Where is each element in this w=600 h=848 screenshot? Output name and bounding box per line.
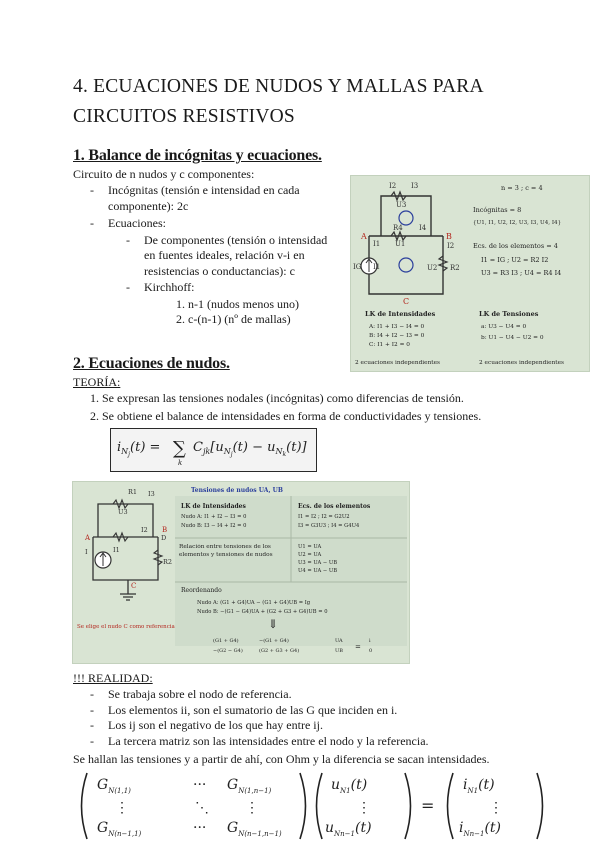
fig1-lk-title: LK de Tensiones: [479, 310, 539, 318]
teoria-label: TEORÍA:: [73, 375, 121, 389]
gnn: $G_{N(n-1,n-1)}$: [227, 820, 282, 838]
fig2-text: U1 = UA: [298, 544, 322, 550]
label-u3: U3: [396, 201, 407, 209]
label-r2: R2: [163, 558, 173, 566]
fig1-text: C: I1 + I2 = 0: [369, 342, 410, 348]
circuit-diagram: [351, 176, 589, 371]
dots-h: ···: [193, 777, 207, 793]
formula-sum-index: k: [178, 459, 183, 467]
label-i: I: [85, 548, 88, 556]
dots-d: ⋱: [195, 800, 209, 816]
fig1-text: {U1, I1, U2, I2, U3, I3, U4, I4}: [473, 220, 562, 226]
label-r1: R1: [128, 488, 138, 496]
fig2-matrix-cell: UA: [335, 638, 343, 644]
label-i2: I2: [389, 182, 397, 190]
section1-intro: Circuito de n nudos y c componentes:: [73, 167, 255, 181]
list-item: [90, 216, 340, 328]
dots-v: ⋮: [245, 800, 259, 816]
paren-right: [300, 773, 306, 839]
node-label-a: A: [361, 232, 367, 241]
label-d: D: [161, 534, 167, 542]
fig1-text: a: U3 − U4 = 0: [481, 324, 527, 330]
list-item: 1. Se expresan las tensiones nodales (incógnitas) como diferencias de tensión.: [90, 391, 464, 405]
fig2-relation: Relación entre tensiones de los elementos y tensiones de nudos: [179, 544, 273, 558]
fig1-text: Ecs. de los elementos = 4: [473, 242, 558, 250]
label-i1: I1: [373, 240, 381, 248]
figure-circuit-balance: [350, 175, 590, 372]
gn1: $G_{N(n-1,1)}$: [97, 820, 142, 838]
label-i2b: I2: [447, 242, 455, 250]
paren-left: [82, 773, 88, 839]
node-label-a: A: [85, 534, 91, 542]
fig1-footer: 2 ecuaciones independientes: [355, 360, 441, 366]
fig2-lk-title: LK de Intensidades: [181, 503, 246, 510]
label-i3: I3: [148, 490, 155, 498]
page-title: 4. ECUACIONES DE NUDOS Y MALLAS PARA CIRCUITOS RESISTIVOS: [73, 76, 483, 127]
fig1-text: b: U1 − U4 − U2 = 0: [481, 335, 544, 341]
fig1-footer: 2 ecuaciones independientes: [479, 360, 565, 366]
nodal-example-diagram: [73, 482, 409, 663]
label-u2: U2: [427, 264, 438, 272]
g11: $G_{N(1,1)}$: [97, 777, 131, 795]
section2-heading: 2. Ecuaciones de nudos.: [73, 355, 230, 372]
fig1-text: A: I1 + I3 − I4 = 0: [369, 324, 425, 330]
list-item-text: 1. n-1 (nudos menos uno): [176, 296, 299, 311]
fig2-matrix-cell: (G1 + G4): [213, 638, 239, 644]
label-u3: U3: [118, 508, 128, 516]
label-i1: I1: [113, 546, 120, 554]
label-i1b: I1: [373, 263, 381, 271]
fig2-reord-title: Reordenando: [181, 587, 222, 594]
fig2-matrix-cell: −(G2 − G4): [213, 648, 243, 654]
svg-text:=: =: [355, 643, 361, 651]
fig2-text: I3 = G3U3 ; I4 = G4U4: [298, 523, 360, 529]
list-item-text: Los elementos ii, son el sumatorio de las G que inciden en i.: [108, 702, 398, 717]
formula-lhs: $i_Nj(t)$ =: [117, 440, 161, 458]
node-label-b: B: [446, 232, 452, 241]
node-label-b: B: [162, 526, 168, 534]
in: $i_{Nn-1}(t)$: [459, 820, 501, 838]
label-u1: U1: [395, 240, 406, 248]
list-item: [156, 312, 340, 328]
fig2-ecs-title: Ecs. de los elementos: [298, 503, 371, 510]
node-label-c: C: [403, 297, 410, 306]
fig2-header: Tensiones de nudos UA, UB: [191, 487, 283, 494]
label-i4: I4: [419, 224, 427, 232]
list-item: [90, 183, 340, 214]
fig2-text: U4 = UA − UB: [298, 568, 338, 574]
fig1-text: Incógnitas = 8: [473, 206, 522, 214]
matrix-equation-svg: [75, 770, 550, 842]
label-r4: R4: [393, 224, 403, 232]
fig2-text: Nudo B: I3 − I4 + I2 = 0: [181, 523, 247, 529]
dots-v: ⋮: [489, 800, 503, 816]
formula-rhs: $C_{jk}[u_Nj(t) - u_Nk(t)]$: [193, 440, 307, 458]
fig1-text: I1 = IG ; U2 = R2 I2: [481, 256, 549, 264]
fig2-text: Nudo B: −(G1 − G4)UA + (G2 + G3 + G4)UB = 0: [197, 609, 328, 615]
fig2-text: U3 = UA − UB: [298, 560, 338, 566]
list-item-text: Se trabaja sobre el nodo de referencia.: [108, 687, 292, 701]
fig2-text: Nudo A: (G1 + G4)UA − (G1 + G4)UB = Ig: [197, 600, 311, 606]
down-arrow-icon: ⇓: [268, 617, 279, 631]
matrix-equation: [75, 770, 550, 842]
fig2-matrix-cell: i: [369, 638, 371, 644]
fig1-text: U3 = R3 I3 ; U4 = R4 I4: [481, 269, 562, 277]
fig2-text: Nudo A: I1 + I2 − I3 = 0: [181, 514, 247, 520]
loop-a-icon: [399, 211, 413, 225]
list-item: [156, 297, 340, 313]
list-item-text: De componentes (tensión o intensidad en fuentes ideales, relación v-i en resistencias o conductancias): c: [144, 232, 328, 278]
list-item-text: Los ij son el negativo de los que hay entre ij.: [108, 718, 323, 732]
fig1-text: B: I4 + I2 − I3 = 0: [369, 333, 425, 339]
fig2-matrix-cell: UB: [335, 648, 343, 654]
section1-heading: 1. Balance de incógnitas y ecuaciones.: [73, 147, 322, 164]
i1: $i_{N1}(t)$: [463, 777, 495, 795]
g1n: $G_{N(1,n-1)}$: [227, 777, 272, 795]
list-item-text: La tercera matriz son las intensidades entre el nodo y la referencia.: [108, 733, 429, 748]
list-item-text: Ecuaciones:: [108, 216, 166, 230]
label-i2: I2: [141, 526, 148, 534]
fig2-text: I1 = I2 ; I2 = G2U2: [298, 514, 350, 520]
loop-b-icon: [399, 258, 413, 272]
fig1-text: n = 3 ; c = 4: [501, 184, 543, 192]
nodal-formula-box: [110, 428, 317, 472]
label-i3: I3: [411, 182, 419, 190]
dots-v: ⋮: [357, 800, 371, 816]
realidad-closing: Se hallan las tensiones y a partir de ahí, con Ohm y la diferencia se sacan intensidades.: [73, 752, 490, 766]
list-item: [90, 718, 550, 734]
list-item-text: Incógnitas (tensión e intensidad en cada componente): 2c: [108, 183, 300, 213]
section1-list: [90, 183, 340, 328]
realidad-list: [90, 687, 550, 749]
un: $u_{Nn-1}(t)$: [325, 820, 372, 838]
list-item: [126, 280, 340, 328]
list-item: [90, 687, 550, 703]
sum-icon: ∑: [173, 438, 186, 459]
fig2-text: U2 = UA: [298, 552, 322, 558]
fig2-ref-note: Se elige el nudo C como referencia: [77, 624, 175, 630]
node-label-c: C: [131, 582, 137, 590]
fig2-matrix-cell: (G2 + G3 + G4): [259, 648, 300, 654]
list-item: [90, 734, 550, 750]
list-item-text: Kirchhoff:: [144, 280, 195, 294]
dots-h: ···: [193, 820, 207, 836]
fig1-lk-title: LK de Intensidades: [365, 310, 436, 318]
dots-v: ⋮: [115, 800, 129, 816]
list-item-text: 2. c-(n-1) (nº de mallas): [176, 312, 291, 326]
fig2-matrix-cell: 0: [369, 648, 373, 654]
figure-nodal-example: [72, 481, 410, 664]
fig2-matrix-cell: −(G1 + G4): [259, 638, 289, 644]
u1: $u_{N1}(t)$: [331, 777, 368, 795]
label-ig: IG: [353, 263, 362, 271]
section2-list: [90, 391, 550, 424]
list-item: [126, 233, 340, 280]
realidad-heading: !!! REALIDAD:: [73, 671, 153, 685]
list-item: 2. Se obtiene el balance de intensidades en forma de conductividades y tensiones.: [90, 408, 482, 423]
label-r2: R2: [450, 264, 460, 272]
nodal-formula: [111, 429, 316, 471]
equals-sign: =: [421, 796, 435, 815]
list-item: [90, 703, 550, 719]
